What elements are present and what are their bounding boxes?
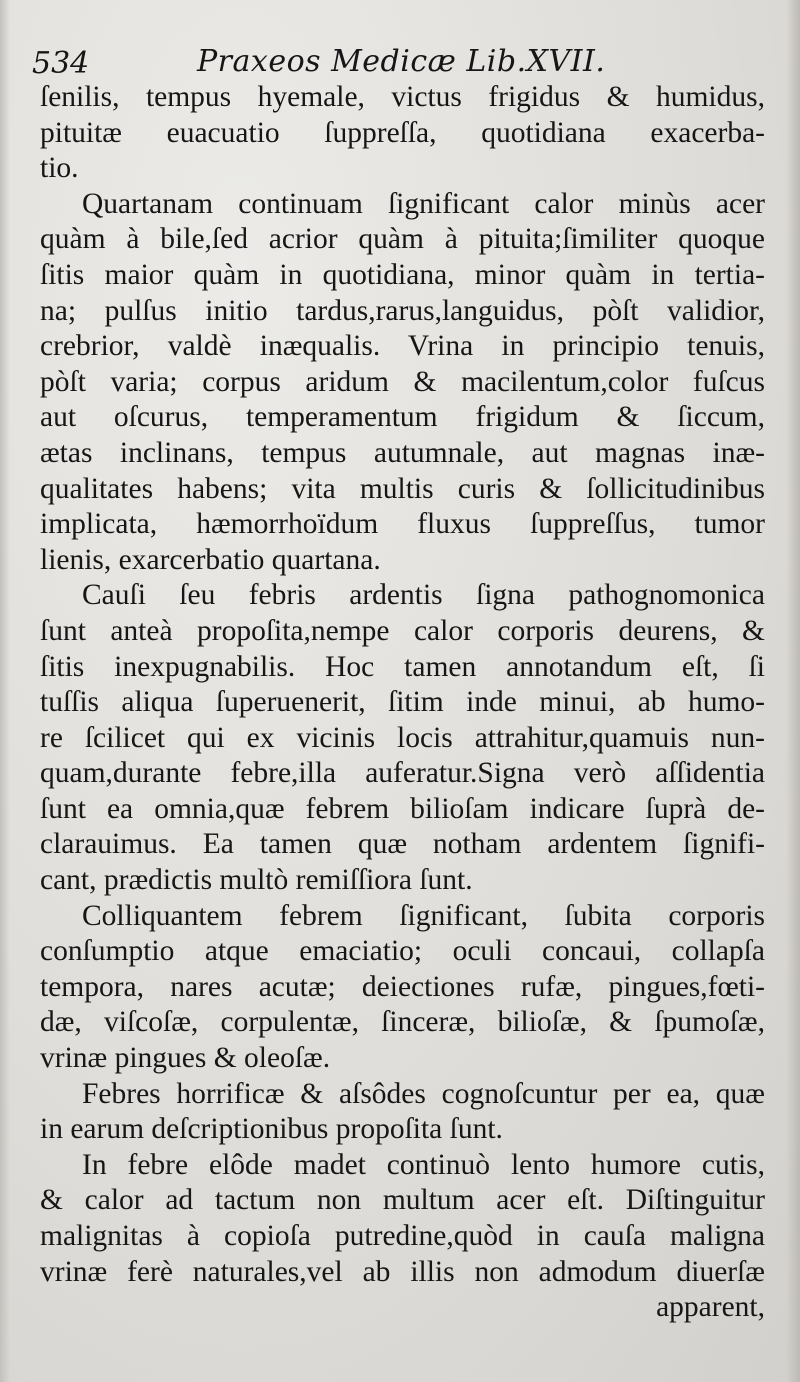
text-line: crebrior, valdè inæqualis. Vrina in principio tenuis, <box>40 330 765 363</box>
text-line: conſumptio atque emaciatio; oculi concaui, collapſa <box>40 935 765 968</box>
text-line: ſunt anteà propoſita,nempe calor corporis deurens, & <box>40 614 765 647</box>
paragraph-start-line: Colliquantem febrem ſignificant, ſubita corporis <box>82 899 765 932</box>
text-line: vrinæ pingues & oleoſæ. <box>40 1042 331 1075</box>
text-line: ſunt ea omnia,quæ febrem bilioſam indicare ſuprà de- <box>40 792 765 825</box>
text-line: tio. <box>40 152 79 185</box>
page-shadow-right <box>786 0 800 1382</box>
text-line: dæ, viſcoſæ, corpulentæ, ſinceræ, bilioſæ, & ſpumoſæ, <box>40 1006 765 1039</box>
text-line: qualitates habens; vita multis curis & ſollicitudinibus <box>40 472 765 505</box>
text-line: re ſcilicet qui ex vicinis locis attrahitur,quamuis nun- <box>40 721 765 754</box>
page-number: 534 <box>32 46 90 81</box>
paragraph-start-line: Cauſi ſeu febris ardentis ſigna pathognomonica <box>82 579 765 612</box>
text-line: lienis, exarcerbatio quartana. <box>40 543 381 576</box>
text-line: aut oſcurus, temperamentum frigidum & ſiccum, <box>40 401 765 434</box>
text-line: na; pulſus initio tardus,rarus,languidus, pòſt validior, <box>40 294 765 327</box>
text-line: implicata, hæmorrhoïdum fluxus ſuppreſſus, tumor <box>40 508 765 541</box>
text-line: ſitis maior quàm in quotidiana, minor quàm in tertia- <box>40 258 765 291</box>
page-header <box>32 44 752 84</box>
catchword: apparent, <box>656 1291 765 1324</box>
text-line: tempora, nares acutæ; deiectiones rufæ, pingues,fœti- <box>40 970 765 1003</box>
text-line: clarauimus. Ea tamen quæ notham ardentem ſignifi- <box>40 828 765 861</box>
text-line: ætas inclinans, tempus autumnale, aut magnas inæ- <box>40 436 765 469</box>
text-line: pituitæ euacuatio ſuppreſſa, quotidiana exacerba- <box>40 116 765 149</box>
text-line: ſenilis, tempus hyemale, victus frigidus & humidus, <box>40 81 765 113</box>
paragraph-start-line: Quartanam continuam ſignificant calor minùs acer <box>82 187 765 220</box>
text-line: pòſt varia; corpus aridum & macilentum,color fuſcus <box>40 365 765 398</box>
running-title: Praxeos Medicæ Lib.XVII. <box>197 44 606 79</box>
text-line: quam,durante febre,illa auferatur.Signa verò aſſidentia <box>40 757 765 790</box>
text-line: tuſſis aliqua ſuperuenerit, ſitim inde minui, ab humo- <box>40 686 765 719</box>
text-line: cant, prædictis multò remiſſiora ſunt. <box>40 864 473 897</box>
text-line: vrinæ ferè naturales,vel ab illis non admodum diuerſæ <box>40 1255 765 1288</box>
page-shadow-left <box>0 0 10 1382</box>
text-line: & calor ad tactum non multum acer eſt. Diſtinguitur <box>40 1184 765 1217</box>
paragraph-start-line: Febres horrificæ & aſsôdes cognoſcuntur per ea, quæ <box>82 1077 765 1110</box>
text-line: quàm à bile,ſed acrior quàm à pituita;ſimiliter quoque <box>40 223 765 256</box>
text-line: malignitas à copioſa putredine,quòd in cauſa maligna <box>40 1220 765 1252</box>
text-line: ſitis inexpugnabilis. Hoc tamen annotandum eſt, ſi <box>40 650 765 683</box>
text-line: in earum deſcriptionibus propoſita ſunt. <box>40 1113 503 1146</box>
body-text <box>40 80 765 1326</box>
paragraph-start-line: In febre elôde madet continuò lento humore cutis, <box>82 1148 765 1181</box>
